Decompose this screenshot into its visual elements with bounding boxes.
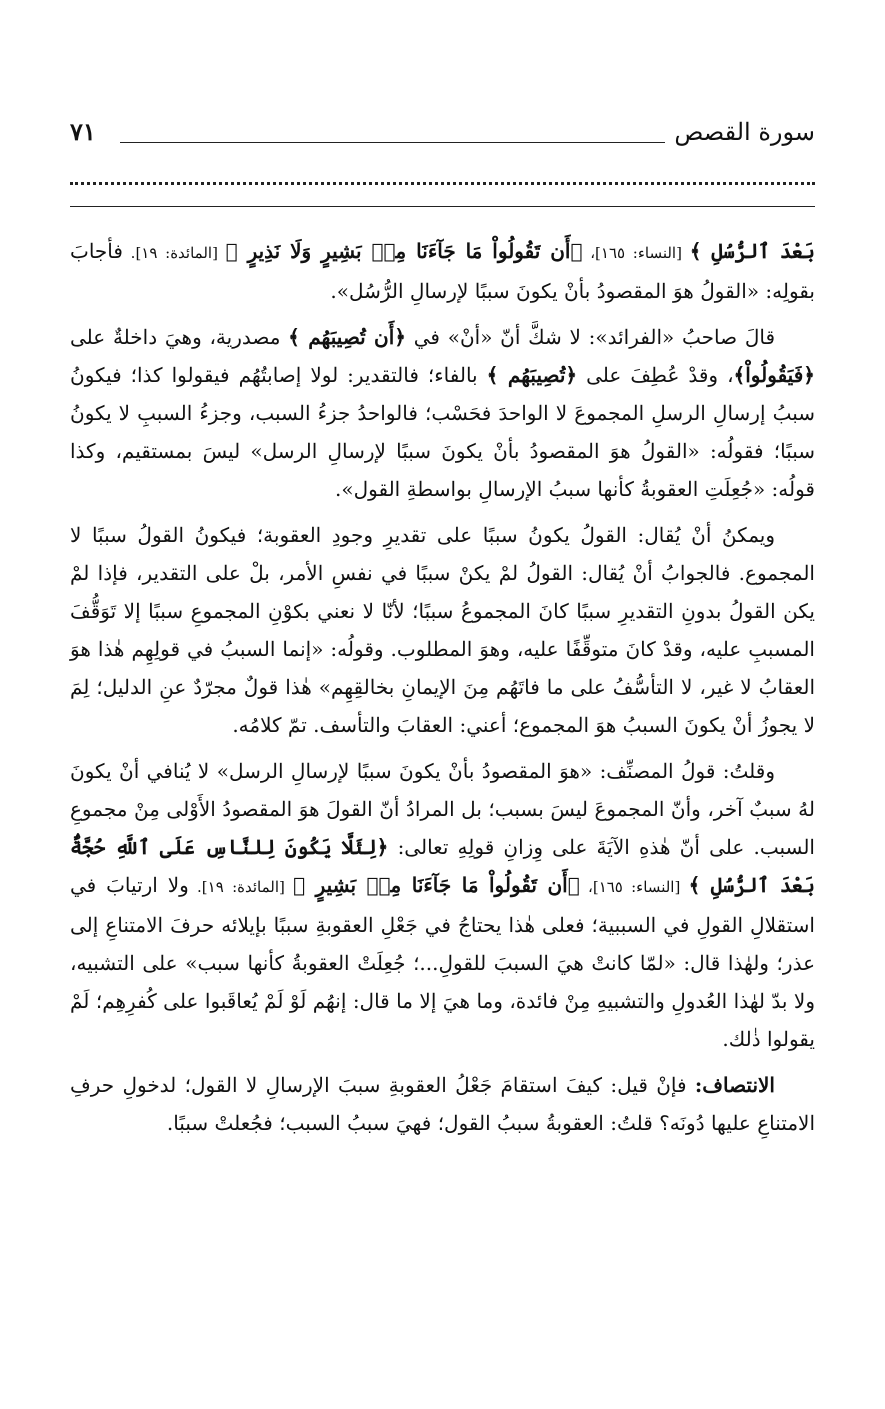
commentary-text: ويمكنُ أنْ يُقال: القولُ يكونُ سببًا على تقديرِ وجودِ العقوبة؛ فيكونُ القولُ سببًا لا المجموع. فالجوابُ أنْ يُقال: القولُ لمْ يكنْ سببًا في نفسِ الأمر، بلْ على التقدير، فإذا لمْ يكن القولُ بدونِ التقديرِ سببًا كانَ المجموعُ سببًا؛ لأنّا لا نعني بكوْنِ المجموعِ سببًا إلا تَوَقُّفَ المسببِ عليه، وقدْ كانَ متوقِّفًا عليه، وهوَ المطلوب. وقولُه: «إنما السببُ في قولِهِم هٰذا هوَ العقابُ لا غير، لا التأسُّفُ على ما فاتَهُم مِنَ الإيمانِ بخالقِهِم» هٰذا قولٌ مجرّدٌ عنِ الدليل؛ لِمَ لا يجوزُ أنْ يكونَ السببُ هوَ المجموع؛ أعني: العقابَ والتأسف. تمّ كلامُه. [70,523,815,737]
section-label: الانتصاف: [694,1073,775,1097]
quran-verse: ﴿أَن تُصِيبَهُم ﴾ [288,325,407,349]
commentary-text: ولا ارتيابَ في استقلالِ القولِ في السببية؛ فعلى هٰذا يحتاجُ في جَعْلِ العقوبةِ سببًا بإيلائه حرفَ الامتناعِ إلى عذر؛ ولهٰذا قال: «لمّا كانتْ هيَ السببَ للقولِ...؛ جُعِلَتْ العقوبةُ كأنها سبب» على التشبيه، ولا بدّ لهٰذا العُدولِ والتشبيهِ مِنْ فائدة، وما هيَ إلا ما قال: إنهُم لَوْ لَمْ يُعاقَبوا على كُفرِهِم؛ لَمْ يقولوا ذٰلك. [70,873,816,1051]
commentary-text: قالَ صاحبُ «الفرائد»: لا شكَّ أنّ «أنْ» في [406,325,775,349]
quran-verse: ﴿أَن تَقُولُواْ مَا جَآءَنَا مِنۢ بَشِيرٍ وَلَا نَذِيرٍ ﴾ [225,239,583,263]
commentary-text: مصدرية، وهيَ داخلةٌ على [70,325,289,349]
header-rule [120,142,665,143]
book-page [70,0,815,1409]
verse-reference: [المائدة: ١٩]. [188,878,294,896]
paragraph-p2 [70,318,815,508]
quran-verse: ﴿أَن تَقُولُواْ مَا جَآءَنَا مِنۢ بَشِيرٍ ﴾ [293,873,580,897]
paragraph-p3 [70,516,815,744]
commentary-text: بالفاء؛ فالتقدير: لولا إصابتُهُم فيقولوا كذا؛ فيكونُ سببُ إرسالِ الرسلِ المجموعَ لا الواحدَ فحَسْب؛ فالواحدُ جزءُ السبب، وجزءُ السببِ لا يكونُ سببًا؛ فقولُه: «القولُ هوَ المقصودُ بأنْ يكونَ سببًا لإرسالِ الرسل» ليسَ بمستقيم، وكذا قولُه: «جُعِلَتِ العقوبةُ كأنها سببُ الإرسالِ بواسطةِ القول». [70,363,815,501]
quran-verse: ﴿تُصِيبَهُم ﴾ [486,363,578,387]
commentary-text: ، وقدْ عُطِفَ على [577,363,734,387]
dotted-separator [70,182,815,185]
verse-reference: [النساء: ١٦٥]، [579,878,689,896]
commentary-text: فإنْ قيل: كيفَ استقامَ جَعْلُ العقوبةِ سببَ الإرسالِ لا القول؛ لدخولِ حرفِ الامتناعِ عليها دُونَه؟ قلتُ: العقوبةُ سببُ القول؛ فهيَ سببُ السبب؛ فجُعلتْ سببًا. [70,1073,815,1135]
quran-verse: ﴿فَيَقُولُواْ﴾ [733,363,815,387]
page-number: ٧١ [70,117,96,146]
commentary-text: وقلتُ: قولُ المصنِّف: «هوَ المقصودُ بأنْ يكونَ سببًا لإرسالِ الرسل» لا يُنافي أنْ يكونَ لهُ سببٌ آخر، وأنّ المجموعَ ليسَ بسبب؛ بل المرادُ أنّ القولَ هوَ المقصودُ الأَوْلى مِنْ مجموعِ السبب. على أنّ هٰذهِ الآيَةَ على وِزانِ قولِهِ تعالى: [70,759,815,859]
solid-separator [70,206,815,207]
quran-verse: بَعْدَ ٱلرُّسُلِ ﴾ [689,239,815,263]
paragraph-p1 [70,232,815,310]
running-header [70,112,815,152]
commentary-text: فأجابَ بقولِه: «القولُ هوَ المقصودُ بأنْ يكونَ سببًا لإرسالِ الرُّسُل». [70,239,815,303]
paragraph-p5 [70,1066,815,1142]
verse-reference: [النساء: ١٦٥]، [582,244,690,262]
paragraph-p4 [70,752,815,1058]
verse-reference: [المائدة: ١٩]. [122,244,226,262]
body-text [70,232,815,1150]
quran-verse: ﴿لِئَلَّا يَكُونَ لِلنَّاسِ عَلَى ٱللَّهِ حُجَّةٌۢ بَعْدَ ٱلرُّسُلِ ﴾ [70,835,815,897]
surah-title: سورة القصص [674,118,815,146]
